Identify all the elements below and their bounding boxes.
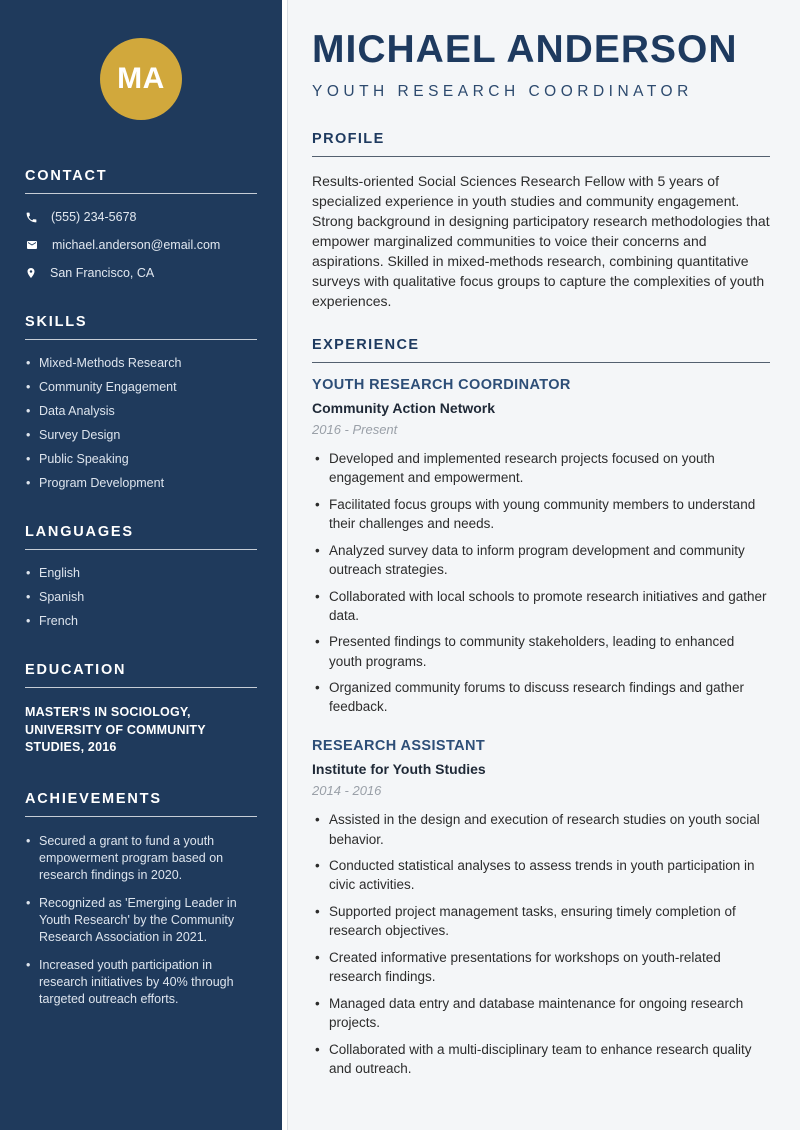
job-entry xyxy=(312,738,770,1077)
skill-item: • Mixed-Methods Research xyxy=(25,356,257,370)
job-bullet: • Assisted in the design and execution of research studies on youth social behavior. xyxy=(312,810,770,848)
profile-section xyxy=(312,131,770,311)
profile-divider xyxy=(312,156,770,157)
avatar-initials: MA xyxy=(117,62,165,95)
contact-divider xyxy=(25,193,257,194)
job-bullet-list xyxy=(312,449,770,716)
job-dates: 2016 - Present xyxy=(312,422,398,438)
skill-item: • Public Speaking xyxy=(25,452,257,466)
contact-email-value[interactable]: michael.anderson@email.com xyxy=(52,238,221,252)
job-bullet: • Organized community forums to discuss research findings and gather feedback. xyxy=(312,678,770,716)
skill-item: • Community Engagement xyxy=(25,380,257,394)
job-bullet: • Analyzed survey data to inform program development and community outreach strategies. xyxy=(312,541,770,579)
language-item: • English xyxy=(25,566,257,580)
languages-heading: LANGUAGES xyxy=(25,524,134,540)
skill-item: • Program Development xyxy=(25,476,257,490)
education-divider xyxy=(25,687,257,688)
job-bullet: • Facilitated focus groups with young community members to understand their challenges and needs. xyxy=(312,495,770,533)
achievements-heading: ACHIEVEMENTS xyxy=(25,790,162,807)
job-bullet: • Conducted statistical analyses to assess trends in youth participation in civic activities. xyxy=(312,856,770,894)
achievements-section xyxy=(25,791,257,1008)
job-bullet: • Presented findings to community stakeholders, leading to enhanced youth programs. xyxy=(312,632,770,670)
email-icon xyxy=(25,239,39,251)
job-company: Community Action Network xyxy=(312,400,496,417)
resume-main xyxy=(287,0,800,1130)
languages-divider xyxy=(25,549,257,550)
job-bullet: • Developed and implemented research projects focused on youth engagement and empowerment. xyxy=(312,449,770,487)
achievements-divider xyxy=(25,816,257,817)
achievement-item: • Secured a grant to fund a youth empowerment program based on research findings in 2020. xyxy=(25,833,257,884)
education-heading: EDUCATION xyxy=(25,662,127,678)
sidebar xyxy=(0,0,282,1130)
job-company: Institute for Youth Studies xyxy=(312,761,486,778)
profile-heading: PROFILE xyxy=(312,131,385,147)
avatar-wrap xyxy=(25,38,257,120)
profile-text: Results-oriented Social Sciences Research Fellow with 5 years of specialized experience in youth studies and community engagement. Strong background in designing participatory research methodologies that empower marginalized communities to voice their concerns and aspirations. Skilled in mixed-methods research, combining quantitative surveys with qualitative focus groups to capture the complexities of youth experiences. xyxy=(312,173,770,310)
phone-icon xyxy=(25,211,38,224)
contact-location-row xyxy=(25,266,257,280)
language-item: • Spanish xyxy=(25,590,257,604)
person-name: MICHAEL ANDERSON xyxy=(312,28,738,71)
person-job-title: YOUTH RESEARCH COORDINATOR xyxy=(312,83,693,100)
experience-divider xyxy=(312,362,770,363)
job-dates: 2014 - 2016 xyxy=(312,783,382,799)
job-bullet: • Collaborated with a multi-disciplinary team to enhance research quality and outreach. xyxy=(312,1040,770,1078)
achievement-item: • Recognized as 'Emerging Leader in Youth Research' by the Community Research Association in 2021. xyxy=(25,895,257,946)
contact-location-value: San Francisco, CA xyxy=(50,266,155,280)
languages-section xyxy=(25,524,257,628)
avatar xyxy=(100,38,182,120)
contact-phone-value: (555) 234-5678 xyxy=(51,210,137,224)
experience-section xyxy=(312,337,770,1078)
job-bullet: • Collaborated with local schools to promote research initiatives and gather data. xyxy=(312,587,770,625)
education-degree: MASTER'S IN SOCIOLOGY, UNIVERSITY OF COMMUNITY STUDIES, 2016 xyxy=(25,705,206,754)
experience-heading: EXPERIENCE xyxy=(312,337,420,354)
contact-email-row xyxy=(25,238,257,252)
skills-divider xyxy=(25,339,257,340)
skill-item: • Data Analysis xyxy=(25,404,257,418)
job-bullet-list xyxy=(312,810,770,1077)
job-title: RESEARCH ASSISTANT xyxy=(312,738,486,755)
achievements-list xyxy=(25,833,257,1008)
job-title: YOUTH RESEARCH COORDINATOR xyxy=(312,377,571,394)
education-section xyxy=(25,662,257,757)
job-bullet: • Created informative presentations for workshops on youth-related research findings. xyxy=(312,948,770,986)
languages-list xyxy=(25,566,257,628)
job-bullet: • Managed data entry and database maintenance for ongoing research projects. xyxy=(312,994,770,1032)
skill-item: • Survey Design xyxy=(25,428,257,442)
job-bullet: • Supported project management tasks, ensuring timely completion of research objectives. xyxy=(312,902,770,940)
skills-section xyxy=(25,314,257,490)
skills-list xyxy=(25,356,257,490)
achievement-item: • Increased youth participation in research initiatives by 40% through targeted outreach efforts. xyxy=(25,957,257,1008)
contact-section xyxy=(25,168,257,280)
language-item: • French xyxy=(25,614,257,628)
contact-heading: CONTACT xyxy=(25,168,108,184)
job-entry xyxy=(312,377,770,716)
contact-phone-row xyxy=(25,210,257,224)
location-icon xyxy=(25,266,37,280)
skills-heading: SKILLS xyxy=(25,314,88,330)
